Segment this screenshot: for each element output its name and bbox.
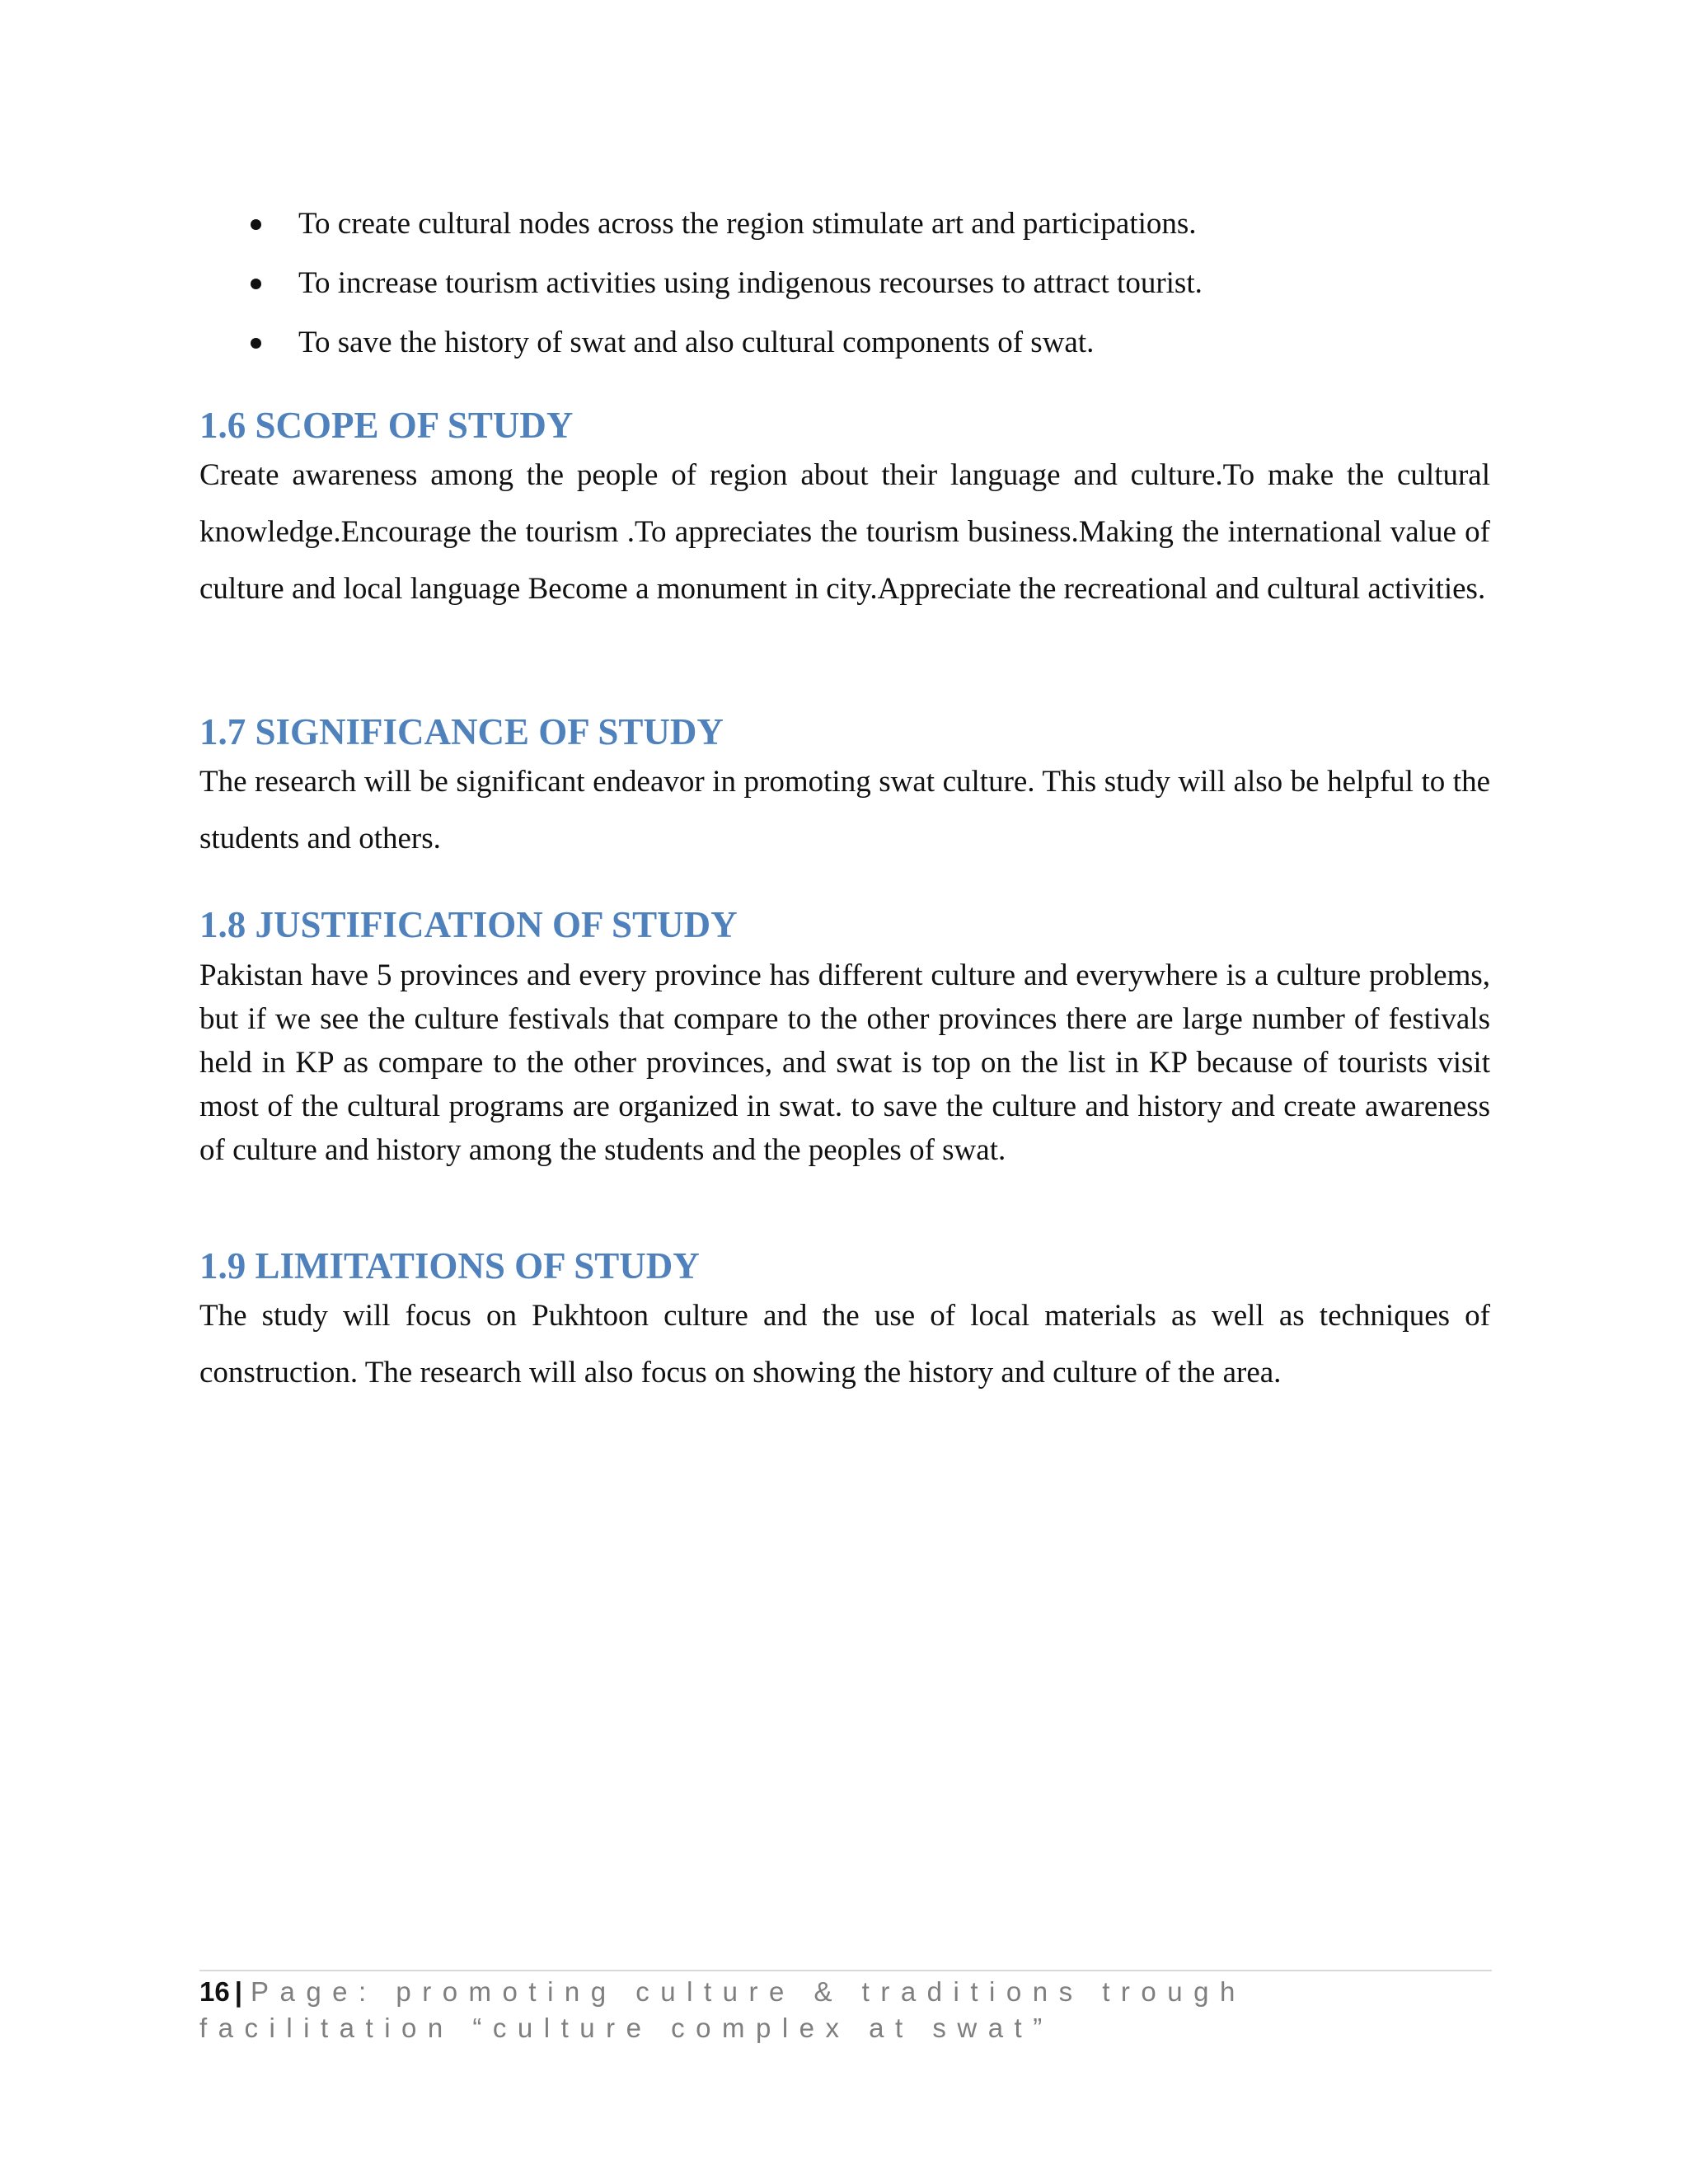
page-footer — [199, 1974, 1492, 2046]
list-item — [199, 254, 1493, 313]
list-item-text: To increase tourism activities using indigenous recourses to attract tourist. — [298, 266, 1203, 300]
scope-heading: 1.6 SCOPE OF STUDY — [199, 405, 574, 446]
footer-divider — [199, 1970, 1492, 1971]
limitations-heading: 1.9 LIMITATIONS OF STUDY — [199, 1245, 700, 1286]
list-item-text: To save the history of swat and also cultural components of swat. — [298, 326, 1095, 359]
bullet-icon — [251, 279, 261, 289]
scope-paragraph: Create awareness among the people of region about their language and culture.To make the cultural knowledge.Encourage the tourism .To appreciates the tourism business.Making the international value of culture and local language Become a monument in city.Appreciate the recreational and cultural activities. — [199, 458, 1490, 606]
significance-heading: 1.7 SIGNIFICANCE OF STUDY — [199, 711, 724, 752]
list-item-text: To create cultural nodes across the region stimulate art and participations. — [298, 207, 1197, 241]
footer-text: Page: promoting culture & traditions trough facilitation “culture complex at swat” — [199, 1976, 1246, 2043]
bullet-icon — [251, 219, 261, 230]
list-item — [199, 313, 1493, 373]
footer-separator: | — [234, 1976, 242, 2007]
page-number: 16 — [199, 1976, 230, 2007]
bullet-icon — [251, 338, 261, 349]
justification-heading: 1.8 JUSTIFICATION OF STUDY — [199, 904, 738, 945]
justification-paragraph: Pakistan have 5 provinces and every province has different culture and everywhere is a culture problems, but if we see the culture festivals that compare to the other provinces there are large number of festivals held in KP as compare to the other provinces, and swat is top on the list in KP because of tourists visit most of the cultural programs are organized in swat. to save the culture and history and create awareness of culture and history among the students and the peoples of swat. — [199, 958, 1490, 1167]
list-item — [199, 194, 1493, 254]
limitations-paragraph: The study will focus on Pukhtoon culture and the use of local materials as well as techniques of construction. The research will also focus on showing the history and culture of the area. — [199, 1299, 1490, 1390]
objectives-list — [199, 194, 1493, 373]
significance-paragraph: The research will be significant endeavor in promoting swat culture. This study will also be helpful to the students and others. — [199, 765, 1490, 855]
